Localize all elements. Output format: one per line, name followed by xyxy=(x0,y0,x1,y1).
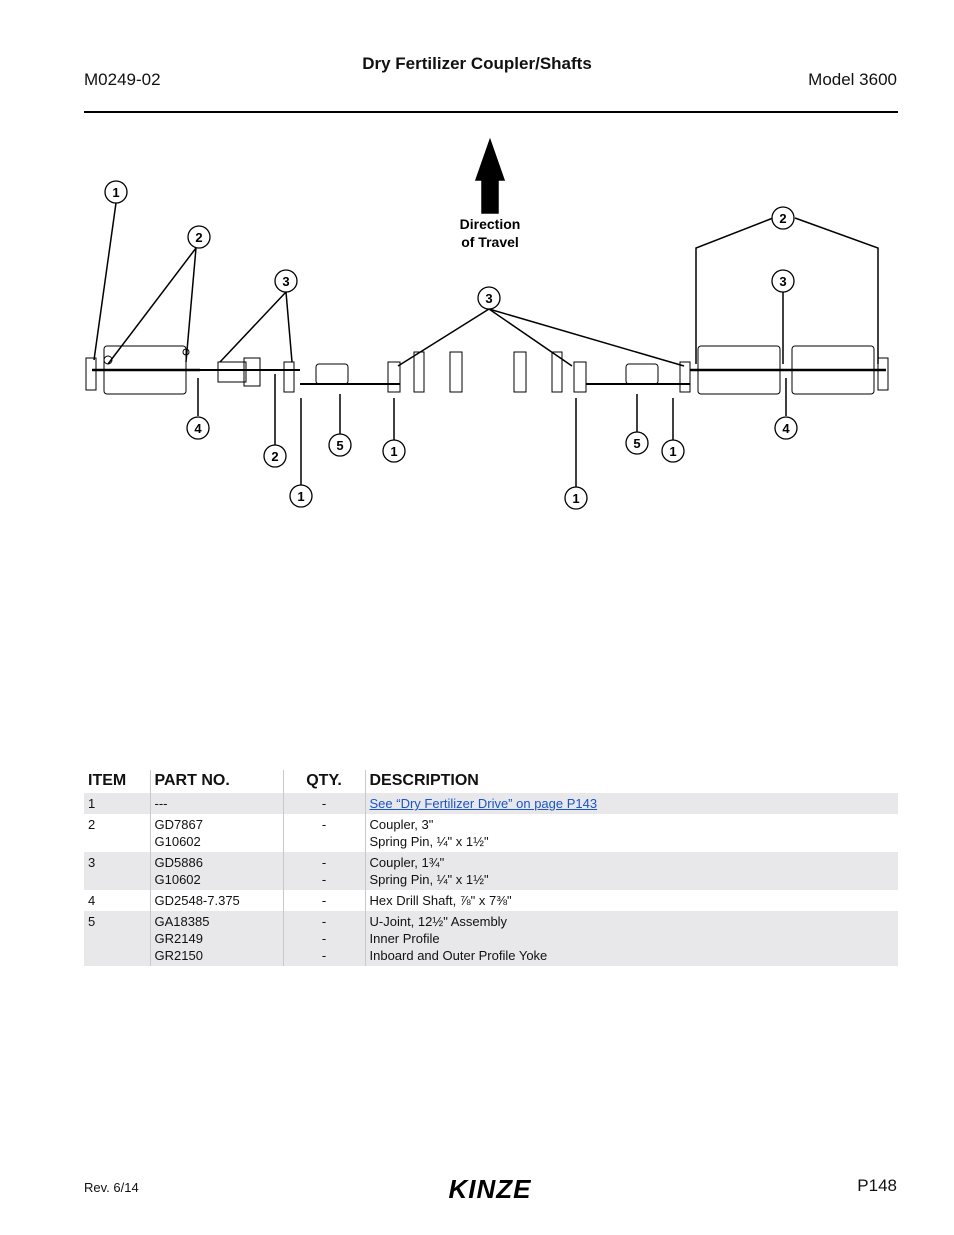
callout-label: 2 xyxy=(195,230,203,245)
callout-label: 3 xyxy=(485,291,493,306)
table-row xyxy=(84,890,898,911)
quantity-value: - xyxy=(321,914,327,929)
callout-label: 1 xyxy=(297,489,305,504)
quantity-value: - xyxy=(321,855,327,870)
item-number: 2 xyxy=(88,817,96,832)
description-line: Spring Pin, ¼" x 1½" xyxy=(369,834,489,849)
part-numbers xyxy=(150,911,283,966)
callout-label: 1 xyxy=(669,444,677,459)
page-number: P148 xyxy=(857,1176,897,1195)
col-header-item: ITEM xyxy=(88,772,127,789)
quantity xyxy=(283,814,365,852)
page-title: Dry Fertilizer Coupler/Shafts xyxy=(362,54,592,73)
description-line: Spring Pin, ¼" x 1½" xyxy=(369,872,489,887)
description-line: Inner Profile xyxy=(369,931,440,946)
right-drive-assembly xyxy=(514,346,888,394)
description xyxy=(365,911,898,966)
item-number: 1 xyxy=(84,793,150,814)
callout-label: 1 xyxy=(390,444,398,459)
callout-label: 1 xyxy=(112,185,120,200)
callout-label: 5 xyxy=(633,436,641,451)
quantity xyxy=(283,911,365,966)
direction-label: of Travel xyxy=(461,234,519,250)
col-header-qty: QTY. xyxy=(283,770,365,793)
table-row xyxy=(84,911,898,966)
part-number: GR2150 xyxy=(154,948,203,963)
callout-label: 3 xyxy=(282,274,290,289)
direction-arrow xyxy=(476,140,504,213)
callout-label: 1 xyxy=(572,491,580,506)
description: Hex Drill Shaft, ⅞" x 7⅜" xyxy=(365,890,898,911)
callout-label: 4 xyxy=(782,421,790,436)
table-row xyxy=(84,814,898,852)
description-line: Coupler, 3" xyxy=(369,817,434,832)
description xyxy=(365,852,898,890)
callout-label: 2 xyxy=(779,211,787,226)
quantity: - xyxy=(283,890,365,911)
left-drive-assembly xyxy=(86,346,462,394)
callout-label: 3 xyxy=(779,274,787,289)
kinze-logo-text: KINZE xyxy=(448,1174,532,1204)
quantity-value: - xyxy=(321,817,327,832)
part-number: GD7867 xyxy=(154,817,203,832)
callout-label: 5 xyxy=(336,438,344,453)
item-number: 4 xyxy=(88,893,96,908)
part-numbers xyxy=(150,852,283,890)
col-header-description: DESCRIPTION xyxy=(365,770,898,793)
doc-number: M0249-02 xyxy=(84,70,161,89)
item-number: 5 xyxy=(84,911,150,966)
quantity xyxy=(283,852,365,890)
description-line: U-Joint, 12½" Assembly xyxy=(369,914,508,929)
coupler-shaft-diagram xyxy=(0,120,954,520)
part-number: G10602 xyxy=(154,834,201,849)
table-row xyxy=(84,852,898,890)
revision-date: Rev. 6/14 xyxy=(84,1180,139,1195)
description xyxy=(365,814,898,852)
part-number: GR2149 xyxy=(154,931,203,946)
direction-label: Direction xyxy=(459,216,521,232)
model-name: Model 3600 xyxy=(808,70,897,89)
quantity-value: - xyxy=(321,872,327,887)
part-numbers xyxy=(150,814,283,852)
part-number: GD5886 xyxy=(154,855,203,870)
description-line: Coupler, 1¾" xyxy=(369,855,445,870)
callout-label: 4 xyxy=(194,421,202,436)
description-line: Inboard and Outer Profile Yoke xyxy=(369,948,548,963)
quantity-value: - xyxy=(321,931,327,946)
quantity-value: - xyxy=(321,948,327,963)
quantity: - xyxy=(283,793,365,814)
parts-table xyxy=(84,770,898,966)
table-row xyxy=(84,793,898,814)
callout-label: 2 xyxy=(271,449,279,464)
col-header-part-no: PART NO. xyxy=(150,770,283,793)
part-number: GD2548-7.375 xyxy=(150,890,283,911)
kinze-logo xyxy=(428,1174,552,1204)
dry-fertilizer-drive-link[interactable]: See “Dry Fertilizer Drive” on page P143 xyxy=(369,796,598,811)
part-number: GA18385 xyxy=(154,914,210,929)
part-number: --- xyxy=(150,793,283,814)
item-number: 3 xyxy=(84,852,150,890)
header-rule xyxy=(84,111,898,113)
description xyxy=(365,793,898,814)
part-number: G10602 xyxy=(154,872,201,887)
